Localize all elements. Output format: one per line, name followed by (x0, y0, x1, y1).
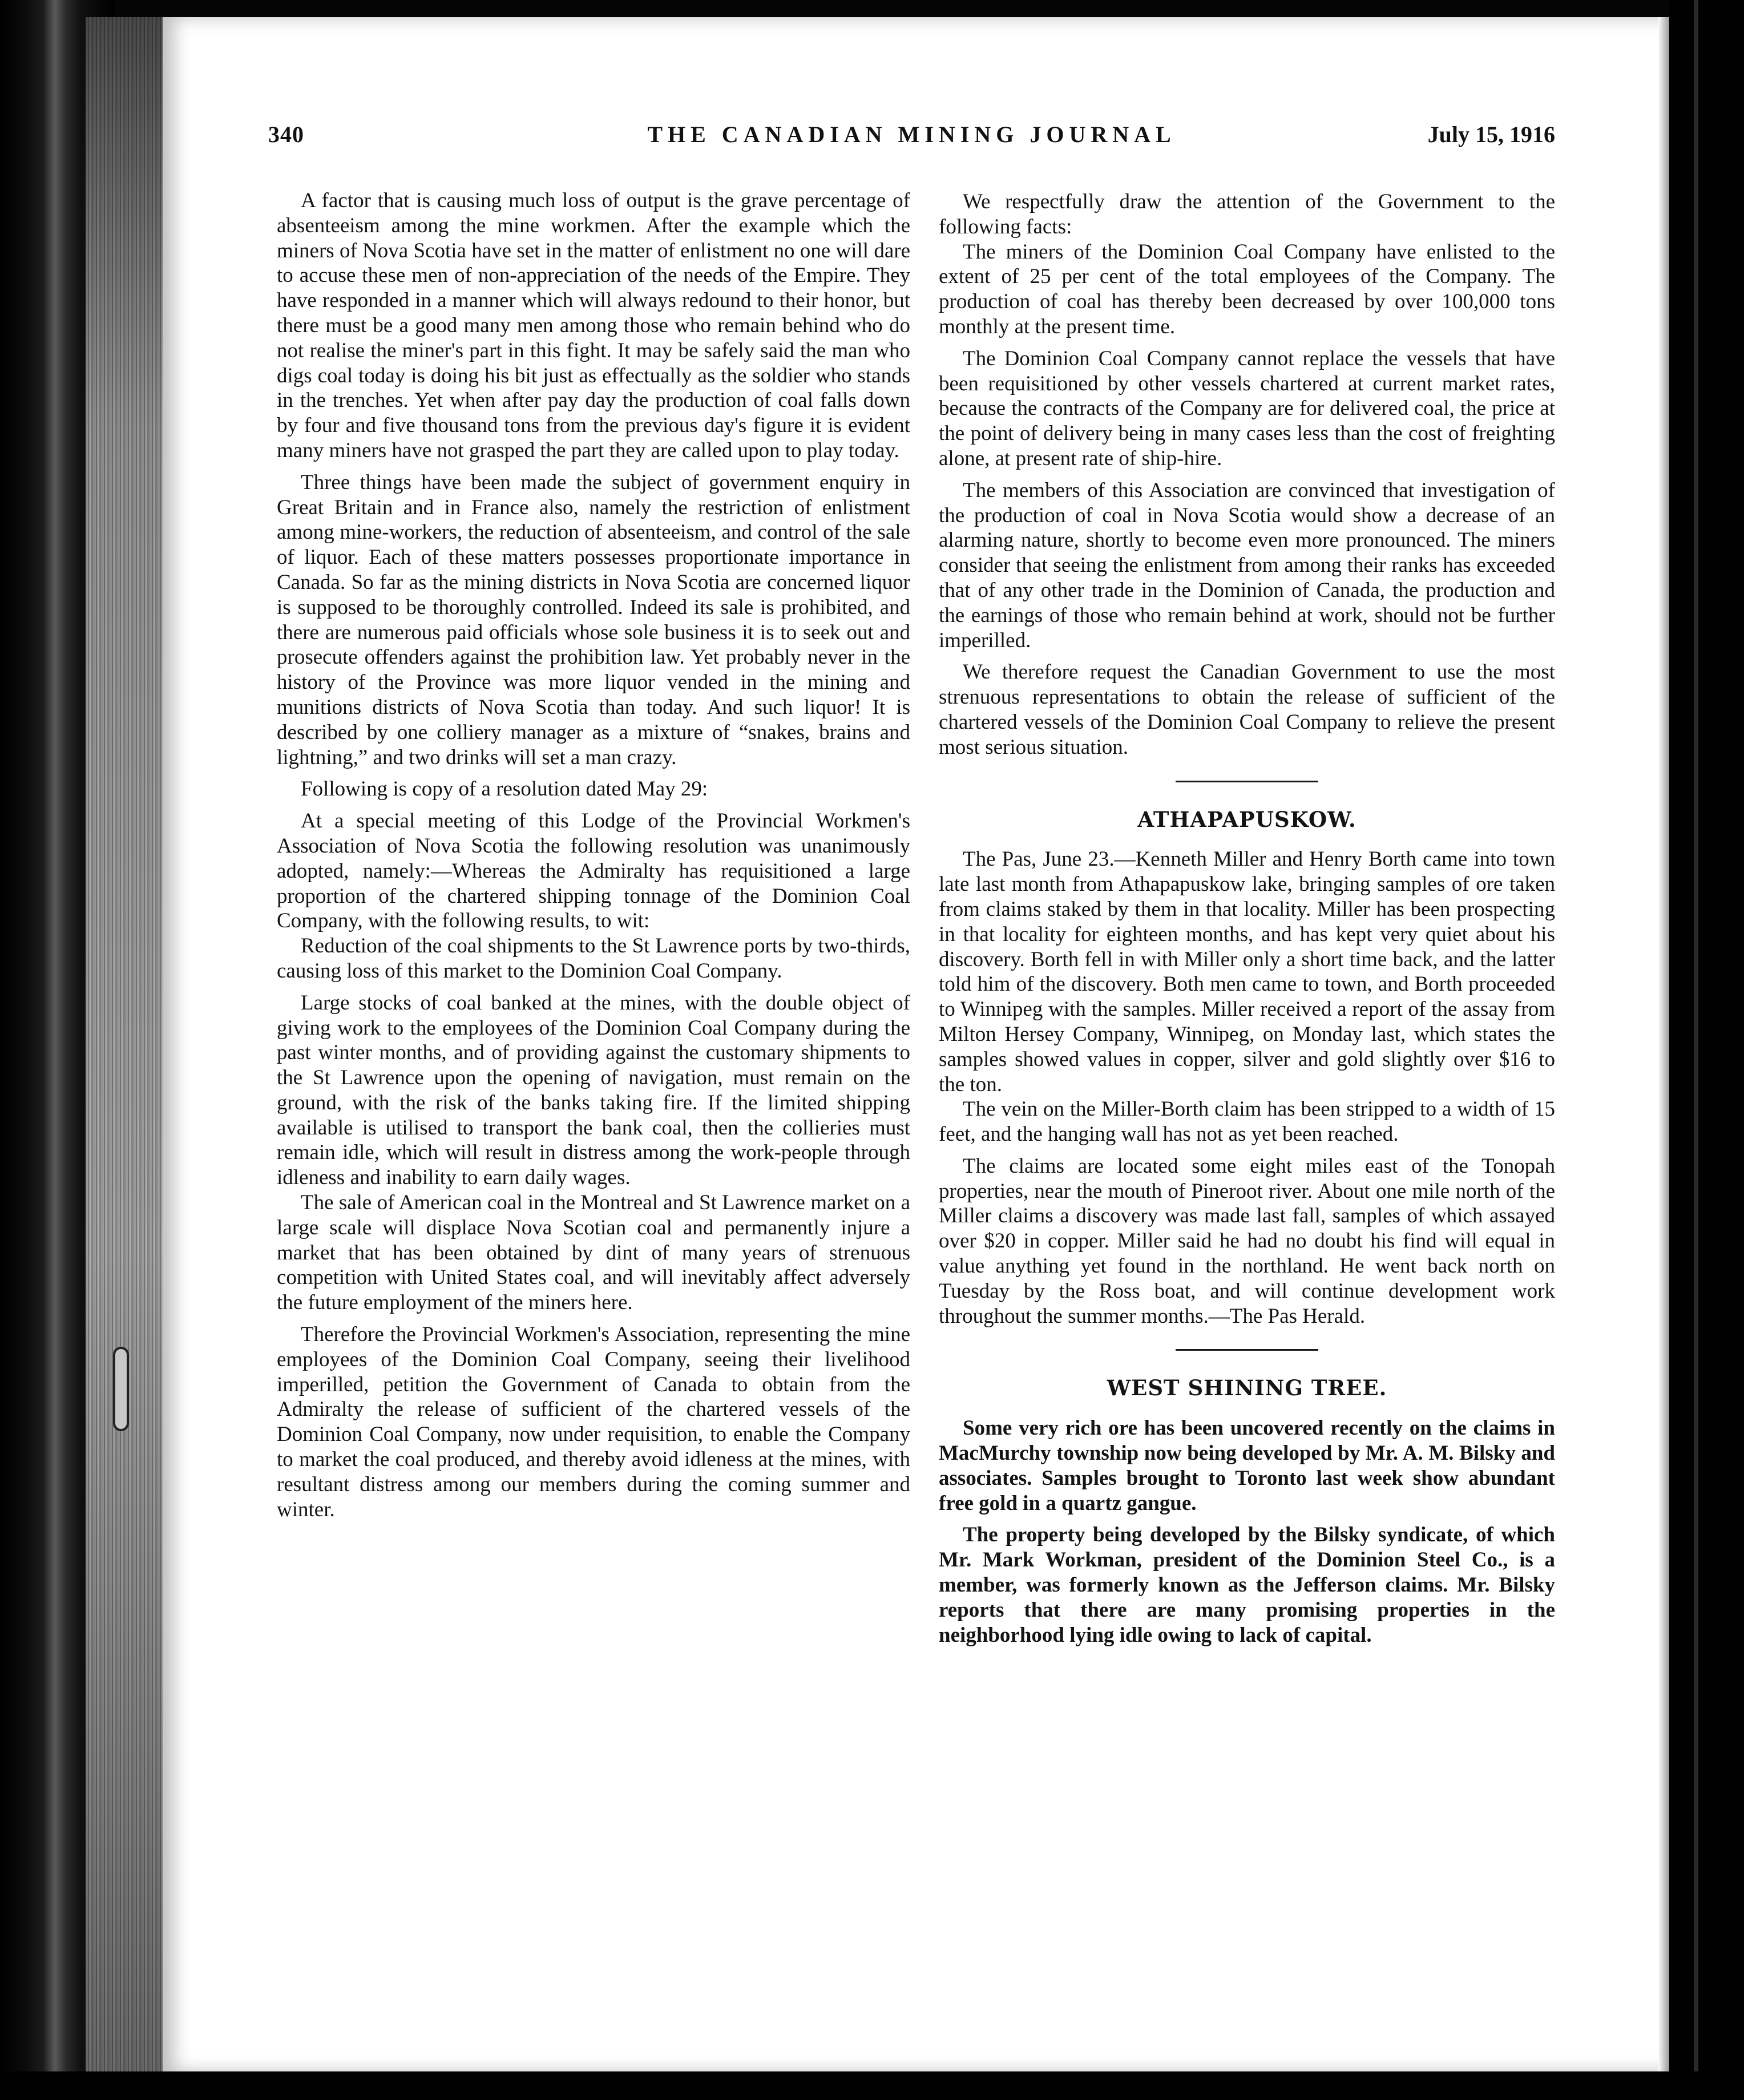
journal-title: THE CANADIAN MINING JOURNAL (647, 122, 1176, 147)
resolution-paragraph: The members of this Association are convinced that investigation of the production of coal in Nova Scotia would show a decrease of an alarming nature, shortly to become even more pronounced. The miners consider that seeing the enlistment from among their ranks has exceeded that of any other trade in the Dominion of Canada, the production and the earnings of those who remain behind at work, should not be further imperilled. (939, 478, 1555, 652)
article-paragraph: The property being developed by the Bilsky syndicate, of which Mr. Mark Workman, president of the Dominion Steel Co., is a member, was formerly known as the Jefferson claims. Mr. Bilsky reports that there are many promising properties in the neighborhood lying idle owing to lack of capital. (939, 1523, 1555, 1647)
left-column (277, 188, 910, 1529)
bottom-scan-border (0, 2071, 1744, 2100)
article-paragraph: Three things have been made the subject of government enquiry in Great Britain and in France also, namely the restriction of enlistment among mine-workers, the reduction of absenteeism, and control of the sale of liquor. Each of these matters possesses proportionate importance in Canada. So far as the mining districts in Nova Scotia are concerned liquor is supposed to be thoroughly controlled. Indeed its sale is prohibited, and there are numerous paid officials whose sole business it is to seek out and prosecute offenders against the prohibition law. Yet probably never in the history of the Province was more liquor vended in the mining and munitions districts of Nova Scotia than today. And such liquor! It is described by one colliery manager as a mixture of “snakes, brains and lightning,” and two drinks will set a man crazy. (277, 470, 910, 769)
page-edge-shade (86, 17, 163, 2071)
article-paragraph: The vein on the Miller-Borth claim has been stripped to a width of 15 feet, and the hanging wall has not as yet been reached. (939, 1097, 1555, 1146)
west-shining-tree-heading: WEST SHINING TREE. (1107, 1375, 1387, 1401)
article-paragraph: Following is copy of a resolution dated May 29: (301, 777, 708, 801)
article-paragraph: The Pas, June 23.—Kenneth Miller and Henry Borth came into town late last month from Athapapuskow lake, bringing samples of ore taken from claims staked by them in that locality. Miller has been prospecting in that locality for eighteen months, and has kept very quiet about his discovery. Borth fell in with Miller only a short time back, and the latter told him of the discovery. Both men came to town, and Borth proceeded to Winnipeg with the samples. Miller received a report of the assay from Milton Hersey Company, Winnipeg, on Monday last, which states the samples showed values in copper, silver and gold slightly over $16 to the ton. (939, 847, 1555, 1096)
resolution-paragraph: The Dominion Coal Company cannot replace the vessels that have been requisitioned by other vessels chartered at current market rates, because the contracts of the Company are for delivered coal, the price at the point of delivery being in many cases less than the cost of freighting alone, at present rate of ship-hire. (939, 346, 1555, 470)
facing-page-edge (1694, 0, 1698, 2100)
resolution-paragraph: We therefore request the Canadian Government to use the most strenuous representations to obtain the release of sufficient of the chartered vessels of the Dominion Coal Company to relieve the present most serious situation. (939, 660, 1555, 759)
resolution-paragraph: We respectfully draw the attention of the Government to the following facts: (939, 190, 1555, 239)
article-paragraph: Some very rich ore has been uncovered recently on the claims in MacMurchy township now being developed by Mr. A. M. Bilsky and associates. Samples brought to Toronto last week show abundant free gold in a quartz gangue. (939, 1416, 1555, 1515)
page-header (268, 121, 1555, 161)
resolution-paragraph: Large stocks of coal banked at the mines, with the double object of giving work to the employees of the Dominion Coal Company during the past winter months, and of providing against the customary shipments to the St Lawrence upon the opening of navigation, must remain on the ground, with the risk of the banks taking fire. If the limited shipping available is utilised to transport the bank coal, then the collieries must remain idle, which will result in distress among the work-people through idleness and inability to earn daily wages. (277, 991, 910, 1190)
article-paragraph: The claims are located some eight miles east of the Tonopah properties, near the mouth of Pineroot river. About one mile north of the Miller claims a discovery was made last fall, samples of which assayed over $20 in copper. Miller said he had no doubt his find will equal in value anything yet found in the northland. He went back north on Tuesday by the Ross boat, and will continue development work throughout the summer months.—The Pas Herald. (939, 1154, 1555, 1328)
right-scan-border (1669, 0, 1744, 2100)
resolution-paragraph: The miners of the Dominion Coal Company have enlisted to the extent of 25 per cent of the total employees of the Company. The production of coal has thereby been decreased by over 100,000 tons monthly at the present time. (939, 240, 1555, 338)
spine-clip-mark (113, 1347, 129, 1431)
athapapuskow-heading: ATHAPAPUSKOW. (1137, 806, 1357, 832)
page-number: 340 (268, 122, 304, 147)
section-divider (1176, 1349, 1318, 1351)
section-divider (1176, 781, 1318, 782)
resolution-paragraph: Therefore the Provincial Workmen's Association, representing the mine employees of the Dominion Coal Company, seeing their livelihood imperilled, petition the Government of Canada to obtain from the Admiralty the release of sufficient of the chartered vessels of the Dominion Coal Company, now under requisition, to enable the Company to market the coal produced, and thereby avoid idleness at the mines, with resultant distress among our members during the coming summer and winter. (277, 1323, 910, 1521)
resolution-paragraph: The sale of American coal in the Montreal and St Lawrence market on a large scale will displace Nova Scotian coal and permanently injure a market that has been obtained by dint of many years of strenuous competition with United States coal, and will inevitably affect adversely the future employment of the miners here. (277, 1191, 910, 1315)
article-paragraph: A factor that is causing much loss of output is the grave percentage of absenteeism among the mine workmen. After the example which the miners of Nova Scotia have set in the matter of enlistment no one will dare to accuse these men of non-appreciation of the needs of the Empire. They have responded in a manner which will always redound to their honor, but there must be a good many men among those who remain behind who do not realise the miner's part in this fight. It may be safely said the man who digs coal today is doing his bit just as effectually as the soldier who stands in the trenches. Yet when after pay day the production of coal falls down by four and five thousand tons from the previous day's figure it is evident many miners have not grasped the part they are called upon to play today. (277, 189, 910, 462)
right-column (939, 189, 1555, 1654)
issue-date: July 15, 1916 (1427, 122, 1555, 147)
resolution-paragraph: Reduction of the coal shipments to the St Lawrence ports by two-thirds, causing loss of this market to the Dominion Coal Company. (277, 934, 910, 983)
page-right-edge (1658, 17, 1669, 2071)
resolution-paragraph: At a special meeting of this Lodge of the Provincial Workmen's Association of Nova Scotia the following resolution was unanimously adopted, namely:—Whereas the Admiralty has requisitioned a large proportion of the chartered shipping tonnage of the Dominion Coal Company, with the following results, to wit: (277, 809, 910, 933)
